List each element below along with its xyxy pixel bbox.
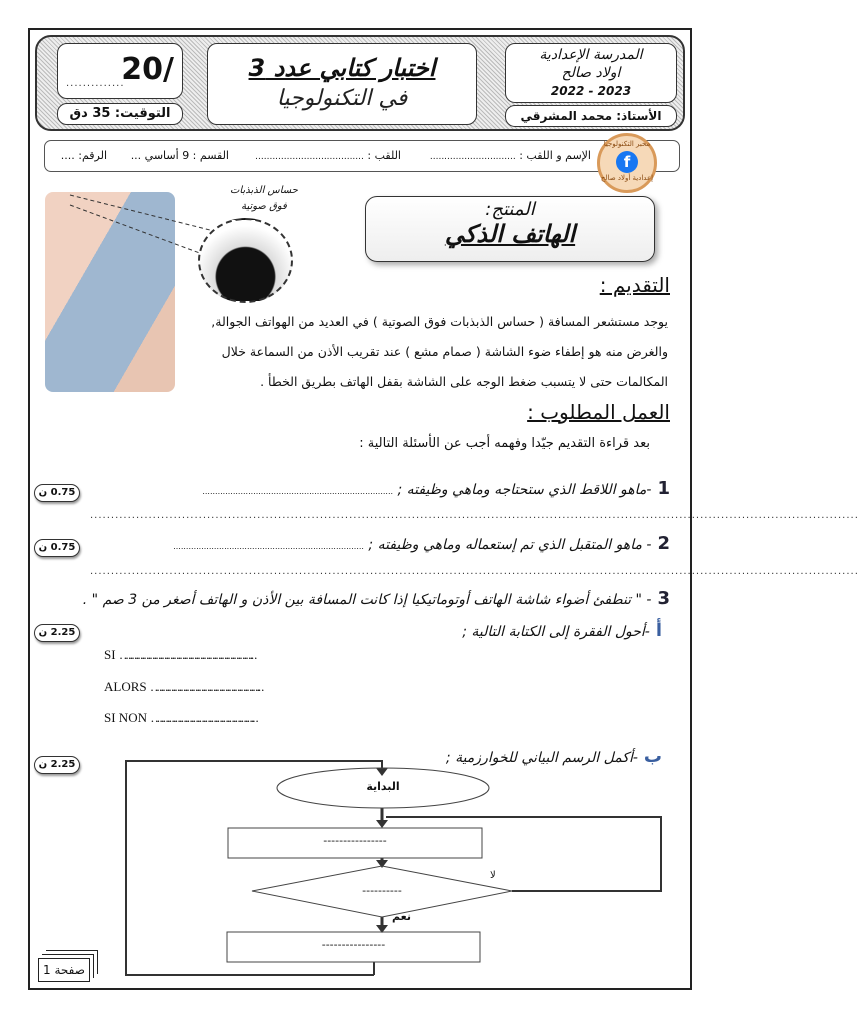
answer-line[interactable]: ........................................................................................................................................................................................: [90, 510, 859, 521]
intro-line: والغرض منه هو إطفاء ضوء الشاشة ( صمام مشع ) عند تقريب الأذن من السماعة خلال: [221, 344, 668, 359]
sensor-zoom-image: [198, 218, 293, 303]
exam-header: [35, 35, 685, 131]
question-3: [83, 588, 670, 609]
flowchart-yes-label: نعم: [392, 910, 411, 923]
blank-dots: ..............................: [429, 152, 516, 162]
intro-line: يوجد مستشعر المسافة ( حساس الذبذبات فوق الصوتية ) في العديد من الهواتف الجوالة,: [211, 314, 668, 329]
stamp-text-top: مخبر التكنولوجيا: [603, 140, 651, 148]
blank-dots: ……………………………………………….: [149, 679, 255, 694]
product-name: الهاتف الذكي: [444, 220, 576, 248]
blank-dots: ………………………………………………………….: [118, 647, 248, 662]
sensor-label-line-2: فوق صوتية: [241, 201, 287, 212]
points-badge: 2.25 ن: [34, 756, 80, 774]
stamp-text-bottom: إعدادية أولاد صالح: [600, 174, 654, 182]
part-letter: أ: [655, 620, 662, 641]
teacher-name: الأستاذ: محمد المشرقي: [505, 105, 677, 127]
class-field[interactable]: القسم : 9 أساسي ...: [130, 149, 229, 162]
product-label: المنتج:: [485, 199, 535, 220]
surname-field[interactable]: اللقب : ......................................: [255, 149, 401, 162]
intro-heading: التقديم :: [599, 273, 670, 297]
flowchart-process-2[interactable]: ----------------: [321, 938, 386, 951]
product-box: [365, 196, 655, 262]
student-name-field[interactable]: الإسم و اللقب : ..............................: [429, 149, 591, 162]
flowchart-start: البداية: [366, 780, 400, 793]
part-text: -أكمل الرسم البياني للخوارزمية ;: [445, 750, 638, 766]
answer-line[interactable]: ........................................................................................................................................................................................: [90, 566, 859, 577]
school-year: 2023 - 2022: [550, 84, 632, 98]
score-total: /20: [121, 52, 174, 87]
sensor-callout-label: [230, 183, 298, 215]
work-heading: العمل المطلوب :: [527, 400, 670, 424]
part-a: [462, 620, 662, 641]
flowchart-process-1[interactable]: ----------------: [323, 834, 387, 847]
student-info-bar: [44, 140, 680, 172]
exam-title: [207, 43, 477, 125]
part-letter: ب: [643, 746, 662, 767]
part-text: -أحول الفقرة إلى الكتابة التالية ;: [462, 624, 650, 640]
score-blank: ..............: [66, 78, 125, 89]
question-text[interactable]: - ماهو المتقبل الذي تم إستعماله وماهي وظيفته ; ...........................................................................: [173, 537, 652, 553]
intro-line: المكالمات حتى لا يتسبب ضغط الوجه على الشاشة بقفل الهاتف بطريق الخطأ .: [260, 374, 668, 389]
alors-line[interactable]: ALORS ……………………………………………….: [104, 679, 255, 694]
school-box: [505, 43, 677, 103]
question-1: [202, 478, 670, 499]
question-text[interactable]: -ماهو اللاقط الذي ستحتاجه وماهي وظيفته ; ...........................................................................: [202, 482, 652, 498]
blank-dots: …………………………………………….: [150, 710, 249, 725]
title-line-2: في التكنولوجيا: [276, 86, 408, 111]
blank-dots: ...........................................................................: [202, 487, 394, 496]
work-instruction: بعد قراءة التقديم جيّدا وفهمه أجب عن الأسئلة التالية :: [359, 436, 650, 451]
duration: التوقيت: 35 دق: [57, 103, 183, 125]
points-badge: 0.75 ن: [34, 484, 80, 502]
number-field[interactable]: الرقم: ....: [60, 149, 107, 162]
title-line-1: اختبار كتابي عدد 3: [248, 54, 436, 82]
blank-dots: ...........................................................................: [173, 542, 364, 551]
question-number: 2: [657, 533, 670, 554]
school-name: المدرسة الإعدادية: [539, 47, 643, 63]
sensor-label-line-1: حساس الذبذبات: [230, 185, 298, 196]
flowchart-condition[interactable]: ----------: [362, 884, 402, 897]
question-number: 3: [657, 588, 670, 609]
flowchart-no-label: لا: [490, 870, 496, 881]
points-badge: 2.25 ن: [34, 624, 80, 642]
school-place: اولاد صالح: [561, 65, 621, 81]
sinon-line[interactable]: SI NON …………………………………………….: [104, 710, 249, 725]
score-box: [57, 43, 183, 99]
question-2: [173, 533, 670, 554]
points-badge: 0.75 ن: [34, 539, 80, 557]
lab-stamp-logo: [597, 133, 657, 193]
question-text: - " تنطفئ أضواء شاشة الهاتف أوتوماتيكيا إذا كانت المسافة بين الأذن و الهاتف أصغر من 3 صم " .: [82, 592, 652, 608]
blank-dots: ......................................: [255, 152, 364, 162]
facebook-icon: f: [616, 151, 638, 173]
part-b: [446, 746, 662, 767]
question-number: 1: [657, 478, 670, 499]
callout-lines: [60, 190, 220, 260]
page-number: صفحة 1: [38, 958, 90, 982]
si-line[interactable]: SI ………………………………………………………….: [104, 647, 248, 662]
